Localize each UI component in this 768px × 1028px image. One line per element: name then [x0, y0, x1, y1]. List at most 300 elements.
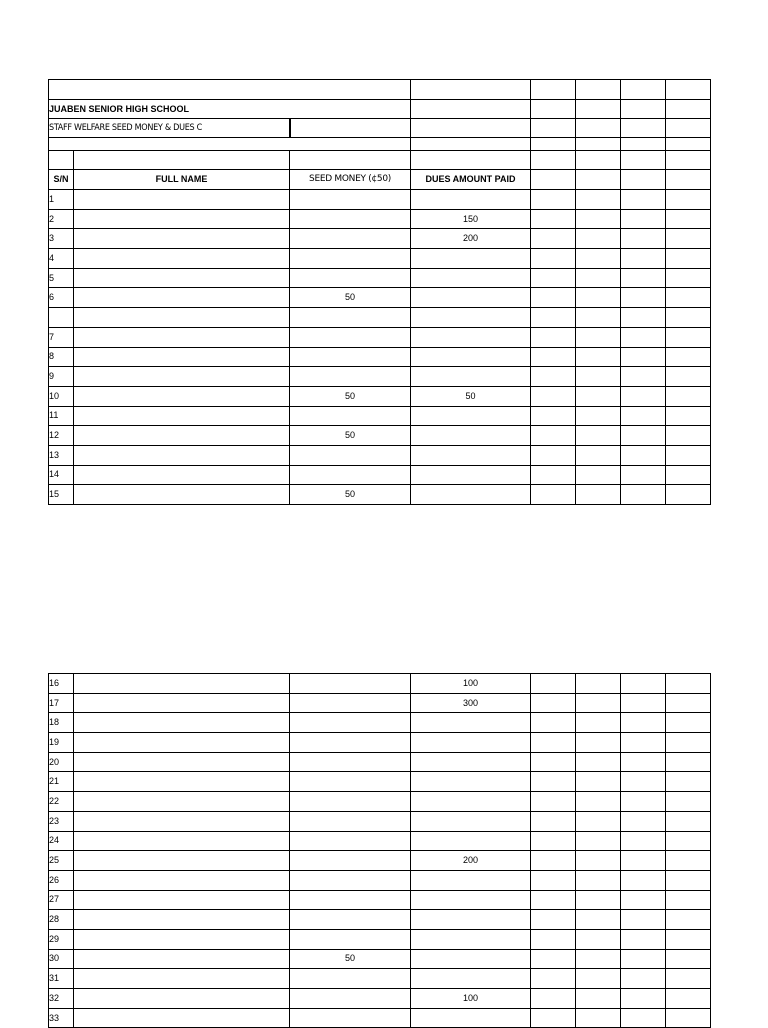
table-row	[49, 929, 711, 949]
row-extra-cell	[576, 772, 621, 792]
row-extra-cell	[576, 308, 621, 328]
row-full-name	[74, 752, 290, 772]
table-row	[49, 733, 711, 753]
row-extra-cell	[576, 969, 621, 989]
row-sn: 31	[49, 969, 74, 989]
table-row	[49, 969, 711, 989]
row-dues-paid	[411, 347, 531, 367]
row-seed-money	[290, 890, 411, 910]
row-dues-paid: 200	[411, 851, 531, 871]
row-extra-cell	[531, 229, 576, 249]
row-extra-cell	[531, 752, 576, 772]
blank-row	[49, 138, 711, 151]
row-extra-cell	[621, 485, 666, 505]
row-extra-cell	[666, 890, 711, 910]
row-extra-cell	[621, 792, 666, 812]
row-extra-cell	[531, 989, 576, 1009]
row-dues-paid	[411, 465, 531, 485]
table-row	[49, 890, 711, 910]
row-dues-paid	[411, 485, 531, 505]
row-full-name	[74, 465, 290, 485]
row-extra-cell	[531, 929, 576, 949]
row-extra-cell	[666, 772, 711, 792]
row-full-name	[74, 229, 290, 249]
row-full-name	[74, 713, 290, 733]
table-row	[49, 386, 711, 406]
row-extra-cell	[666, 674, 711, 694]
header-seed-money: SEED MONEY (¢50)	[290, 170, 411, 190]
row-extra-cell	[576, 870, 621, 890]
row-full-name	[74, 811, 290, 831]
row-extra-cell	[621, 327, 666, 347]
row-full-name	[74, 249, 290, 269]
row-extra-cell	[666, 1008, 711, 1028]
row-extra-cell	[576, 693, 621, 713]
table-row	[49, 693, 711, 713]
row-extra-cell	[666, 949, 711, 969]
table-row	[49, 811, 711, 831]
row-extra-cell	[621, 969, 666, 989]
row-full-name	[74, 367, 290, 387]
row-extra-cell	[576, 386, 621, 406]
row-extra-cell	[666, 288, 711, 308]
row-extra-cell	[531, 811, 576, 831]
row-seed-money	[290, 772, 411, 792]
row-extra-cell	[621, 713, 666, 733]
row-extra-cell	[621, 851, 666, 871]
table-row	[49, 209, 711, 229]
row-extra-cell	[576, 347, 621, 367]
row-extra-cell	[666, 870, 711, 890]
row-extra-cell	[621, 229, 666, 249]
row-sn: 24	[49, 831, 74, 851]
row-extra-cell	[621, 386, 666, 406]
row-dues-paid	[411, 733, 531, 753]
row-dues-paid: 200	[411, 229, 531, 249]
row-seed-money	[290, 969, 411, 989]
row-seed-money	[290, 367, 411, 387]
row-dues-paid: 100	[411, 989, 531, 1009]
row-full-name	[74, 406, 290, 426]
row-sn: 33	[49, 1008, 74, 1028]
row-extra-cell	[576, 733, 621, 753]
row-extra-cell	[576, 229, 621, 249]
row-extra-cell	[666, 792, 711, 812]
row-dues-paid	[411, 445, 531, 465]
row-full-name	[74, 870, 290, 890]
row-dues-paid	[411, 949, 531, 969]
row-dues-paid	[411, 831, 531, 851]
row-sn: 20	[49, 752, 74, 772]
row-extra-cell	[666, 268, 711, 288]
row-seed-money	[290, 910, 411, 930]
row-extra-cell	[531, 347, 576, 367]
row-sn: 12	[49, 426, 74, 446]
header-row	[49, 170, 711, 190]
row-extra-cell	[621, 1008, 666, 1028]
row-sn: 15	[49, 485, 74, 505]
row-extra-cell	[666, 811, 711, 831]
row-extra-cell	[666, 308, 711, 328]
row-sn: 26	[49, 870, 74, 890]
row-extra-cell	[666, 929, 711, 949]
row-extra-cell	[666, 485, 711, 505]
row-dues-paid	[411, 772, 531, 792]
row-full-name	[74, 969, 290, 989]
row-extra-cell	[531, 1008, 576, 1028]
row-extra-cell	[666, 713, 711, 733]
row-extra-cell	[666, 851, 711, 871]
row-extra-cell	[576, 209, 621, 229]
row-seed-money	[290, 989, 411, 1009]
row-extra-cell	[531, 870, 576, 890]
row-seed-money: 50	[290, 386, 411, 406]
row-extra-cell	[576, 485, 621, 505]
row-seed-money	[290, 733, 411, 753]
row-extra-cell	[531, 406, 576, 426]
row-extra-cell	[531, 674, 576, 694]
row-full-name	[74, 288, 290, 308]
row-extra-cell	[576, 249, 621, 269]
row-extra-cell	[531, 426, 576, 446]
row-extra-cell	[666, 969, 711, 989]
row-sn: 28	[49, 910, 74, 930]
row-extra-cell	[576, 268, 621, 288]
row-full-name	[74, 674, 290, 694]
row-seed-money	[290, 851, 411, 871]
table-row	[49, 327, 711, 347]
row-sn: 29	[49, 929, 74, 949]
row-extra-cell	[576, 890, 621, 910]
row-extra-cell	[576, 465, 621, 485]
table-row	[49, 190, 711, 210]
row-full-name	[74, 890, 290, 910]
row-extra-cell	[531, 831, 576, 851]
row-dues-paid	[411, 890, 531, 910]
row-extra-cell	[576, 851, 621, 871]
row-full-name	[74, 910, 290, 930]
row-extra-cell	[621, 406, 666, 426]
row-sn: 21	[49, 772, 74, 792]
row-extra-cell	[576, 426, 621, 446]
row-extra-cell	[621, 367, 666, 387]
row-seed-money	[290, 308, 411, 328]
table-row	[49, 347, 711, 367]
row-extra-cell	[621, 268, 666, 288]
row-extra-cell	[666, 327, 711, 347]
row-extra-cell	[576, 327, 621, 347]
row-extra-cell	[621, 870, 666, 890]
row-dues-paid: 300	[411, 693, 531, 713]
sheet-page-1	[48, 79, 711, 505]
row-full-name	[74, 989, 290, 1009]
row-seed-money: 50	[290, 949, 411, 969]
row-full-name	[74, 347, 290, 367]
row-sn: 9	[49, 367, 74, 387]
row-sn: 23	[49, 811, 74, 831]
row-extra-cell	[621, 989, 666, 1009]
table-row	[49, 772, 711, 792]
row-seed-money	[290, 811, 411, 831]
row-full-name	[74, 445, 290, 465]
row-sn	[49, 308, 74, 328]
row-extra-cell	[666, 229, 711, 249]
row-extra-cell	[576, 445, 621, 465]
row-full-name	[74, 929, 290, 949]
row-seed-money: 50	[290, 288, 411, 308]
row-extra-cell	[621, 772, 666, 792]
blank-row	[49, 151, 711, 170]
row-extra-cell	[666, 465, 711, 485]
table-row	[49, 229, 711, 249]
table-row	[49, 851, 711, 871]
row-full-name	[74, 327, 290, 347]
row-seed-money	[290, 831, 411, 851]
row-seed-money	[290, 445, 411, 465]
row-extra-cell	[666, 752, 711, 772]
row-full-name	[74, 386, 290, 406]
row-extra-cell	[621, 465, 666, 485]
table-row	[49, 406, 711, 426]
row-full-name	[74, 1008, 290, 1028]
row-dues-paid	[411, 870, 531, 890]
row-dues-paid	[411, 190, 531, 210]
row-extra-cell	[531, 190, 576, 210]
row-extra-cell	[621, 929, 666, 949]
row-full-name	[74, 772, 290, 792]
row-extra-cell	[531, 969, 576, 989]
table-row	[49, 989, 711, 1009]
row-extra-cell	[666, 910, 711, 930]
row-extra-cell	[531, 485, 576, 505]
row-extra-cell	[621, 249, 666, 269]
table-row	[49, 308, 711, 328]
row-extra-cell	[576, 713, 621, 733]
row-seed-money	[290, 693, 411, 713]
table-row	[49, 367, 711, 387]
row-extra-cell	[531, 249, 576, 269]
row-extra-cell	[531, 851, 576, 871]
row-dues-paid	[411, 249, 531, 269]
row-dues-paid	[411, 268, 531, 288]
row-extra-cell	[666, 209, 711, 229]
row-dues-paid	[411, 929, 531, 949]
row-sn: 16	[49, 674, 74, 694]
row-dues-paid: 100	[411, 674, 531, 694]
row-extra-cell	[621, 752, 666, 772]
row-extra-cell	[621, 949, 666, 969]
row-sn: 17	[49, 693, 74, 713]
row-seed-money	[290, 347, 411, 367]
table-row	[49, 713, 711, 733]
row-extra-cell	[576, 811, 621, 831]
table-row	[49, 831, 711, 851]
row-seed-money	[290, 327, 411, 347]
row-sn: 4	[49, 249, 74, 269]
header-dues-amount-paid: DUES AMOUNT PAID	[411, 170, 531, 190]
row-dues-paid	[411, 969, 531, 989]
table-row	[49, 752, 711, 772]
row-sn: 3	[49, 229, 74, 249]
row-extra-cell	[621, 890, 666, 910]
row-extra-cell	[666, 426, 711, 446]
row-sn: 8	[49, 347, 74, 367]
row-extra-cell	[621, 674, 666, 694]
header-full-name: FULL NAME	[74, 170, 290, 190]
table-row	[49, 268, 711, 288]
row-extra-cell	[531, 772, 576, 792]
row-extra-cell	[531, 327, 576, 347]
table-row	[49, 674, 711, 694]
row-seed-money: 50	[290, 426, 411, 446]
row-extra-cell	[531, 465, 576, 485]
row-extra-cell	[666, 347, 711, 367]
row-seed-money	[290, 674, 411, 694]
row-extra-cell	[666, 989, 711, 1009]
title-row	[49, 100, 711, 119]
row-sn: 6	[49, 288, 74, 308]
row-extra-cell	[666, 733, 711, 753]
row-full-name	[74, 733, 290, 753]
row-dues-paid	[411, 367, 531, 387]
row-sn: 18	[49, 713, 74, 733]
table-row	[49, 426, 711, 446]
row-seed-money	[290, 209, 411, 229]
row-extra-cell	[621, 693, 666, 713]
table-row	[49, 465, 711, 485]
row-sn: 30	[49, 949, 74, 969]
row-extra-cell	[531, 733, 576, 753]
row-dues-paid	[411, 752, 531, 772]
row-seed-money: 50	[290, 485, 411, 505]
table-row	[49, 249, 711, 269]
row-full-name	[74, 831, 290, 851]
row-extra-cell	[576, 989, 621, 1009]
row-dues-paid: 150	[411, 209, 531, 229]
sheet-subtitle: STAFF WELFARE SEED MONEY & DUES C	[49, 119, 290, 138]
row-extra-cell	[531, 713, 576, 733]
table-row	[49, 445, 711, 465]
row-sn: 14	[49, 465, 74, 485]
table-row	[49, 910, 711, 930]
table-row	[49, 485, 711, 505]
table-row	[49, 870, 711, 890]
row-seed-money	[290, 406, 411, 426]
row-extra-cell	[576, 929, 621, 949]
row-seed-money	[290, 1008, 411, 1028]
row-dues-paid	[411, 910, 531, 930]
row-full-name	[74, 209, 290, 229]
row-extra-cell	[576, 910, 621, 930]
row-extra-cell	[666, 249, 711, 269]
row-dues-paid	[411, 406, 531, 426]
row-dues-paid	[411, 713, 531, 733]
row-extra-cell	[576, 367, 621, 387]
row-seed-money	[290, 465, 411, 485]
row-extra-cell	[666, 831, 711, 851]
subtitle-row	[49, 119, 711, 138]
row-extra-cell	[531, 910, 576, 930]
row-extra-cell	[531, 792, 576, 812]
row-sn: 32	[49, 989, 74, 1009]
sheet-page-2	[48, 673, 711, 1028]
row-seed-money	[290, 929, 411, 949]
row-extra-cell	[621, 190, 666, 210]
row-extra-cell	[576, 288, 621, 308]
row-sn: 25	[49, 851, 74, 871]
row-extra-cell	[531, 288, 576, 308]
row-extra-cell	[666, 367, 711, 387]
blank-row	[49, 80, 711, 100]
row-sn: 11	[49, 406, 74, 426]
row-seed-money	[290, 870, 411, 890]
row-dues-paid: 50	[411, 386, 531, 406]
row-extra-cell	[576, 1008, 621, 1028]
school-title: JUABEN SENIOR HIGH SCHOOL	[49, 100, 411, 119]
row-full-name	[74, 792, 290, 812]
row-extra-cell	[531, 308, 576, 328]
row-extra-cell	[576, 949, 621, 969]
row-full-name	[74, 190, 290, 210]
row-extra-cell	[531, 386, 576, 406]
row-dues-paid	[411, 811, 531, 831]
row-extra-cell	[531, 209, 576, 229]
row-seed-money	[290, 190, 411, 210]
table-row	[49, 288, 711, 308]
row-extra-cell	[531, 268, 576, 288]
row-extra-cell	[666, 406, 711, 426]
row-extra-cell	[666, 386, 711, 406]
row-extra-cell	[576, 792, 621, 812]
row-extra-cell	[621, 426, 666, 446]
row-extra-cell	[666, 693, 711, 713]
row-seed-money	[290, 229, 411, 249]
row-seed-money	[290, 268, 411, 288]
row-seed-money	[290, 752, 411, 772]
row-seed-money	[290, 792, 411, 812]
row-sn: 1	[49, 190, 74, 210]
row-sn: 19	[49, 733, 74, 753]
row-extra-cell	[621, 910, 666, 930]
row-seed-money	[290, 713, 411, 733]
row-extra-cell	[576, 674, 621, 694]
row-extra-cell	[576, 752, 621, 772]
table-row	[49, 1008, 711, 1028]
row-dues-paid	[411, 288, 531, 308]
row-dues-paid	[411, 327, 531, 347]
row-extra-cell	[621, 811, 666, 831]
row-extra-cell	[621, 288, 666, 308]
row-sn: 22	[49, 792, 74, 812]
row-dues-paid	[411, 1008, 531, 1028]
row-extra-cell	[576, 406, 621, 426]
row-full-name	[74, 851, 290, 871]
row-extra-cell	[576, 190, 621, 210]
row-extra-cell	[531, 445, 576, 465]
row-dues-paid	[411, 426, 531, 446]
row-extra-cell	[666, 190, 711, 210]
row-full-name	[74, 949, 290, 969]
header-sn: S/N	[49, 170, 74, 190]
row-full-name	[74, 308, 290, 328]
row-sn: 7	[49, 327, 74, 347]
row-extra-cell	[666, 445, 711, 465]
row-extra-cell	[531, 693, 576, 713]
row-sn: 27	[49, 890, 74, 910]
row-full-name	[74, 693, 290, 713]
row-extra-cell	[621, 831, 666, 851]
row-full-name	[74, 426, 290, 446]
